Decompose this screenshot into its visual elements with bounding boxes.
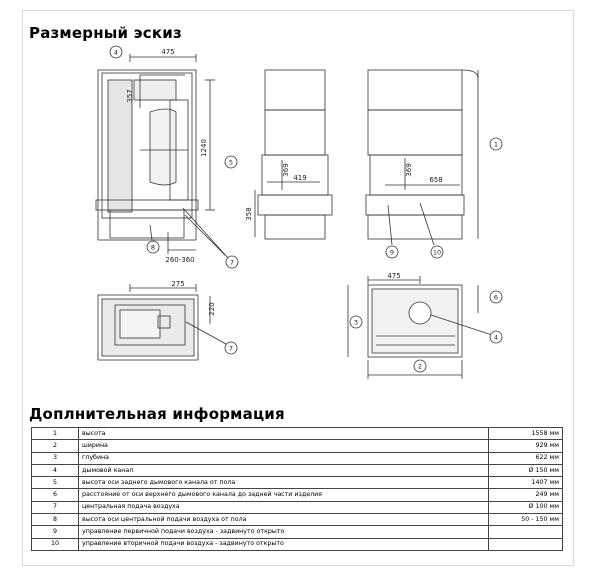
callout-8: 8 [150,243,156,252]
row-number: 8 [32,514,79,526]
table-row [32,489,563,501]
row-value: Ø 100 мм [488,501,562,513]
dim-260-360: 260-360 [165,256,195,264]
spec-table [31,427,563,551]
row-value: 50 - 150 мм [488,514,562,526]
callout-2: 2 [417,362,423,371]
row-label: центральная подача воздуха [79,501,489,513]
dim-658: 658 [429,176,443,184]
dim-1240: 1240 [200,139,208,157]
row-number: 6 [32,489,79,501]
callout-5: 5 [228,158,234,167]
row-label: дымовой канал [79,464,489,476]
table-row [32,526,563,538]
row-value [488,526,562,538]
dim-475-top: 475 [161,48,175,56]
info-heading: Доплнительная информация [29,405,285,423]
table-row [32,514,563,526]
table-row [32,428,563,440]
dim-220: 220 [208,302,216,316]
table-row [32,501,563,513]
row-number: 1 [32,428,79,440]
row-value: 1407 мм [488,477,562,489]
row-number: 2 [32,440,79,452]
table-row [32,440,563,452]
callout-4-top: 4 [113,48,119,57]
dimension-sketch [0,40,598,385]
row-label: расстояние от оси верхнего дымового канала до задней части изделия [79,489,489,501]
callout-6: 6 [493,293,499,302]
front-right-view [366,70,478,245]
table-row [32,477,563,489]
row-value: 929 мм [488,440,562,452]
dim-369-right: 369 [405,163,413,177]
row-label: управление вторичной подачи воздуха - задвинуто открыто [79,538,489,550]
row-number: 9 [32,526,79,538]
callout-10: 10 [432,248,442,257]
row-label: глубина [79,452,489,464]
callout-3: 3 [353,318,359,327]
table-row [32,538,563,550]
row-value [488,538,562,550]
row-label: высота оси центральной подачи воздуха от пола [79,514,489,526]
dim-419: 419 [293,174,307,182]
dim-475-bottom: 475 [387,272,401,280]
sketch-heading: Размерный эскиз [29,24,182,42]
callout-7-top: 7 [228,344,234,353]
row-number: 3 [32,452,79,464]
row-number: 5 [32,477,79,489]
callout-7-side: 7 [229,258,235,267]
callout-4-bottom: 4 [493,333,499,342]
row-value: 1558 мм [488,428,562,440]
front-view [258,70,332,239]
dim-358: 358 [245,207,253,221]
row-number: 7 [32,501,79,513]
dim-369-mid: 369 [282,163,290,177]
row-label: высота оси заднего дымового канала от пола [79,477,489,489]
dim-275: 275 [171,280,185,288]
row-number: 4 [32,464,79,476]
row-number: 10 [32,538,79,550]
dim-357: 357 [126,89,134,103]
table-row [32,452,563,464]
row-value: 622 мм [488,452,562,464]
callout-1: 1 [493,140,499,149]
row-label: высота [79,428,489,440]
callout-9: 9 [389,248,395,257]
row-value: 249 мм [488,489,562,501]
top-view [98,284,226,360]
table-row [32,464,563,476]
row-label: управление первичной подачи воздуха - задвинуто открыто [79,526,489,538]
row-label: ширина [79,440,489,452]
row-value: Ø 150 мм [488,464,562,476]
